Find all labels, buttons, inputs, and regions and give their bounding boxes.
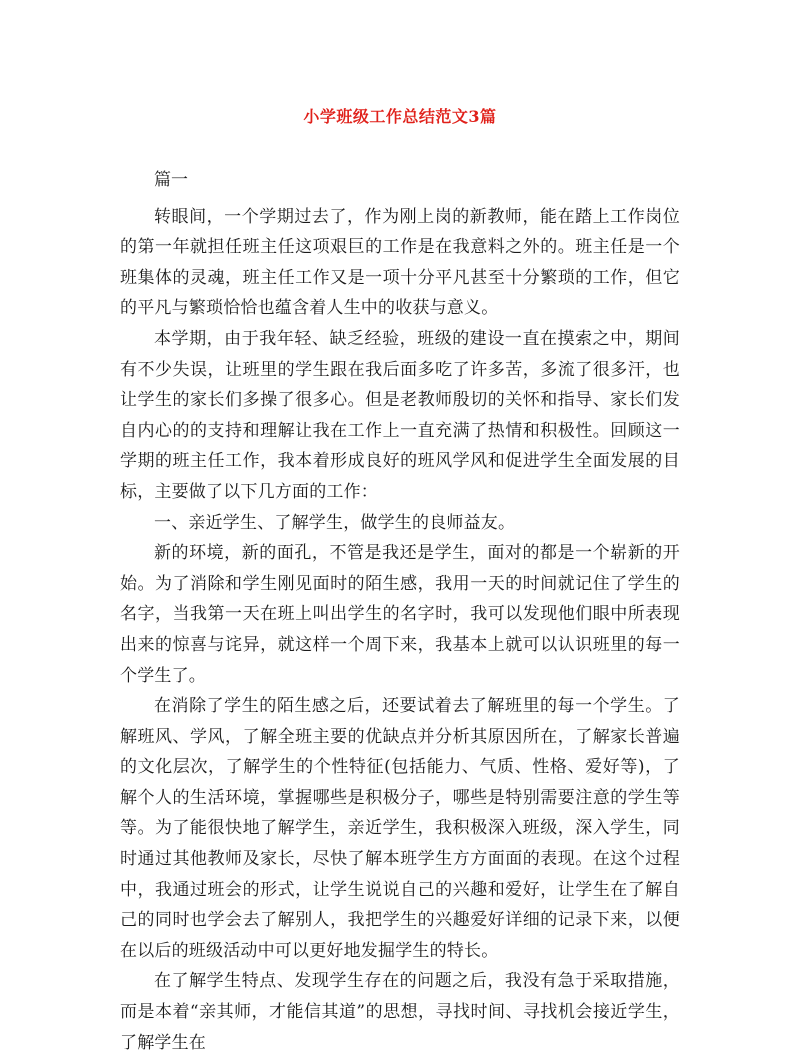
paragraph-1: 转眼间，一个学期过去了，作为刚上岗的新教师，能在踏上工作岗位的第一年就担任班主任这项艰巨的工作是在我意料之外的。班主任是一个班集体的灵魂，班主任工作又是一项十分平凡甚至十分繁琐的工作，但它的平凡与繁琐恰恰也蕴含着人生中的收获与意义。 xyxy=(120,206,680,319)
paragraph-3-heading: 一、亲近学生、了解学生，做学生的良师益友。 xyxy=(154,512,516,533)
section-label: 篇一 xyxy=(154,170,188,190)
paragraph-2: 本学期，由于我年轻、缺乏经验，班级的建设一直在摸索之中，期间有不少失误，让班里的学生跟在我后面多吃了许多苦，多流了很多汗，也让学生的家长们多操了很多心。但是老教师殷切的关怀和指导、家长们发自内心的的支持和理解让我在工作上一直充满了热情和积极性。回顾这一学期的班主任工作，我本着形成良好的班风学风和促进学生全面发展的目标，主要做了以下几方面的工作： xyxy=(120,328,680,502)
paragraph-5: 在消除了学生的陌生感之后，还要试着去了解班里的每一个学生。了解班风、学风，了解全班主要的优缺点并分析其原因所在，了解家长普遍的文化层次，了解学生的个性特征(包括能力、气质、性格、爱好等)，了解个人的生活环境，掌握哪些是积极分子，哪些是特别需要注意的学生等等。为了能很快地了解学生，亲近学生，我积极深入班级，深入学生，同时通过其他教师及家长，尽快了解本班学生方方面面的表现。在这个过程中，我通过班会的形式，让学生说说自己的兴趣和爱好，让学生在了解自己的同时也学会去了解别人，我把学生的兴趣爱好详细的记录下来，以便在以后的班级活动中可以更好地发掘学生的特长。 xyxy=(120,696,680,961)
paragraph-6: 在了解学生特点、发现学生存在的问题之后，我没有急于采取措施，而是本着“亲其师，才能信其道”的思想，寻找时间、寻找机会接近学生，了解学生在 xyxy=(120,971,680,1053)
document-title: 小学班级工作总结范文3篇 xyxy=(303,107,497,126)
paragraph-4: 新的环境，新的面孔，不管是我还是学生，面对的都是一个崭新的开始。为了消除和学生刚见面时的陌生感，我用一天的时间就记住了学生的名字，当我第一天在班上叫出学生的名字时，我可以发现他们眼中所表现出来的惊喜与诧异，就这样一个周下来，我基本上就可以认识班里的每一个学生了。 xyxy=(120,543,680,686)
document-body xyxy=(120,165,680,1058)
